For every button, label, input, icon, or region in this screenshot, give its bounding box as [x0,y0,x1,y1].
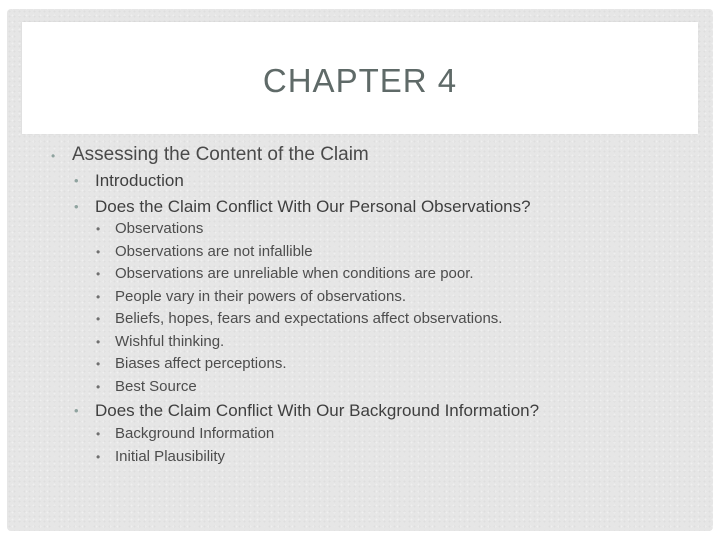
sub-bullet [96,333,224,350]
sub-bullet [96,425,274,442]
sub-bullet [96,310,502,327]
bullet-introduction [74,171,184,191]
sub-bullet [96,378,197,395]
bullet-text: Beliefs, hopes, fears and expectations affect observations. [115,310,503,327]
bullet-text: Background Information [115,425,275,442]
bullet-text: Observations [115,220,204,237]
bullet-text: Wishful thinking. [115,333,225,350]
bullet-dot-icon: • [96,450,101,464]
sub-bullet [96,243,313,260]
bullet-dot-icon: • [74,199,79,214]
slide [7,9,713,531]
bullet-text: Introduction [95,171,184,190]
sub-bullet [96,265,474,282]
bullet-section-background-information [74,401,539,421]
bullet-dot-icon: • [96,245,101,259]
bullet-dot-icon: • [96,357,101,371]
bullet-dot-icon: • [96,222,101,236]
bullet-dot-icon: • [96,380,101,394]
sub-bullet [96,220,203,237]
bullet-dot-icon: • [51,149,56,163]
slide-title: CHAPTER 4 [262,62,458,99]
sub-bullet [96,288,406,305]
bullet-text: Biases affect perceptions. [115,355,287,372]
bullet-dot-icon: • [74,173,79,188]
slide-content [7,9,713,531]
bullet-dot-icon: • [96,267,101,281]
bullet-section-personal-observations [74,197,531,217]
bullet-main [51,144,369,166]
sub-bullet [96,355,287,372]
bullet-dot-icon: • [74,403,79,418]
bullet-dot-icon: • [96,335,101,349]
bullet-text: Initial Plausibility [115,448,226,465]
bullet-text: Does the Claim Conflict With Our Background Information? [95,401,540,420]
bullet-text: Observations are not infallible [115,243,313,260]
bullet-text: Assessing the Content of the Claim [72,144,369,165]
sub-bullet [96,448,225,465]
bullet-text: Observations are unreliable when conditions are poor. [115,265,474,282]
bullet-dot-icon: • [96,312,101,326]
bullet-text: People vary in their powers of observations. [115,288,406,305]
bullet-dot-icon: • [96,290,101,304]
bullet-text: Does the Claim Conflict With Our Personal Observations? [95,197,531,216]
bullet-dot-icon: • [96,427,101,441]
bullet-text: Best Source [115,378,197,395]
